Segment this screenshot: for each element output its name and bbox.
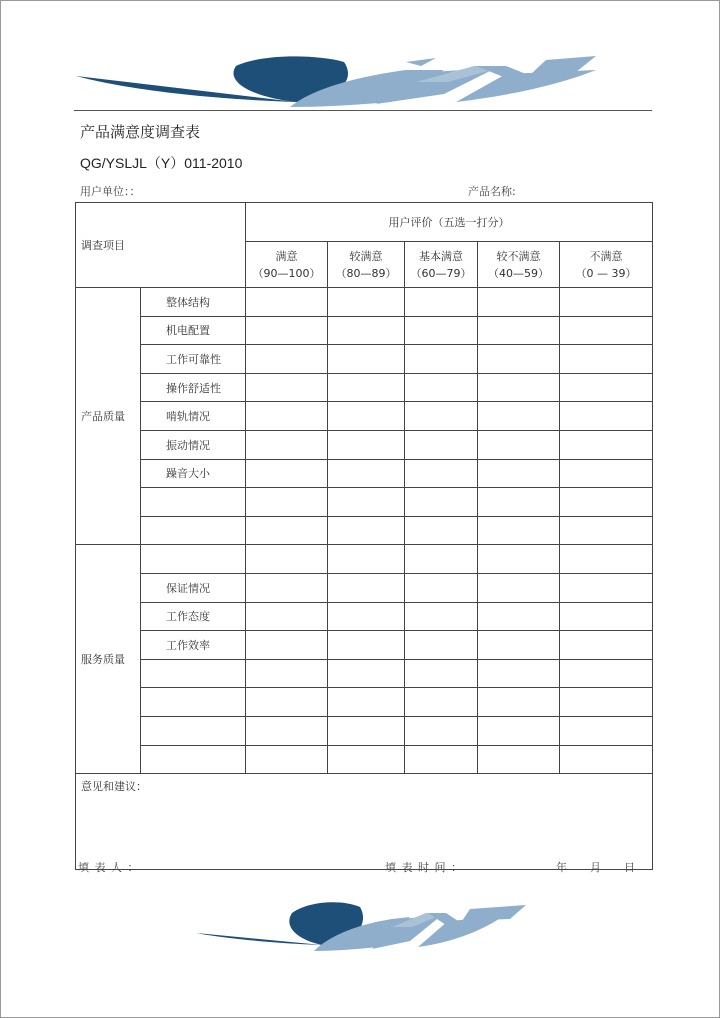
survey-item-label [141,659,246,688]
rating-cell[interactable] [328,345,405,374]
rating-cell[interactable] [560,316,653,345]
rating-label: 满意 [275,249,298,263]
rating-label: 较不满意 [496,249,541,263]
rating-header [405,242,478,288]
rating-cell[interactable] [405,345,478,374]
rating-cell[interactable] [560,430,653,459]
rating-cell[interactable] [405,631,478,660]
table-row [76,516,653,545]
rating-cell[interactable] [560,573,653,602]
rating-cell[interactable] [478,345,560,374]
rating-range: （60—79） [410,266,472,280]
rating-cell[interactable] [405,545,478,574]
rating-cell[interactable] [328,402,405,431]
rating-label: 较满意 [349,249,383,263]
product-name-label: 产品名称: [468,185,516,198]
table-row [76,688,653,717]
rating-header [478,242,560,288]
rating-cell[interactable] [246,545,328,574]
month-label: 月 [590,861,601,874]
rating-cell[interactable] [246,716,328,745]
fill-time-label: 填 表 时 间 ： [385,861,463,874]
rating-cell[interactable] [405,573,478,602]
rating-cell[interactable] [246,488,328,517]
rating-range: （90—100） [252,266,321,280]
rating-range: （80—89） [335,266,397,280]
rating-cell[interactable] [560,402,653,431]
table-row [76,745,653,774]
rating-cell[interactable] [328,716,405,745]
survey-item-label [141,745,246,774]
table-row [76,459,653,488]
table-row [76,631,653,660]
rating-cell[interactable] [328,288,405,317]
rating-cell[interactable] [560,459,653,488]
rating-cell[interactable] [478,573,560,602]
rating-cell[interactable] [478,602,560,631]
rating-cell[interactable] [478,459,560,488]
survey-item-label: 振动情况 [141,430,246,459]
table-row [76,316,653,345]
rating-cell[interactable] [405,459,478,488]
rating-cell[interactable] [405,288,478,317]
table-row [76,545,653,574]
survey-item-label [141,716,246,745]
rating-cell[interactable] [478,402,560,431]
evaluation-header: 用户评价（五选一打分） [246,203,653,242]
rating-cell[interactable] [328,573,405,602]
survey-item-header: 调查项目 [76,203,246,288]
user-unit-label: 用户单位：： [80,185,141,198]
rating-cell[interactable] [246,688,328,717]
rating-cell[interactable] [405,373,478,402]
rating-cell[interactable] [405,430,478,459]
survey-item-label: 操作舒适性 [141,373,246,402]
rating-cell[interactable] [246,631,328,660]
rating-cell[interactable] [328,488,405,517]
rating-cell[interactable] [560,288,653,317]
survey-item-label [141,488,246,517]
table-row [76,573,653,602]
category-product-quality: 产品质量 [76,288,141,545]
satisfaction-survey-table [75,202,653,870]
table-row [76,430,653,459]
rating-cell[interactable] [246,516,328,545]
rating-cell[interactable] [328,631,405,660]
table-row [76,659,653,688]
rating-cell[interactable] [405,516,478,545]
rating-cell[interactable] [560,345,653,374]
rating-cell[interactable] [560,602,653,631]
rating-cell[interactable] [246,345,328,374]
rating-cell[interactable] [405,488,478,517]
survey-item-label: 啃轨情况 [141,402,246,431]
rating-cell[interactable] [478,488,560,517]
rating-cell[interactable] [405,716,478,745]
rating-header [246,242,328,288]
category-service-quality: 服务质量 [76,545,141,774]
day-label: 日 [624,861,635,874]
document-title: 产品满意度调查表 [80,123,201,141]
rating-cell[interactable] [478,545,560,574]
rating-cell[interactable] [246,316,328,345]
rating-cell[interactable] [405,659,478,688]
rating-cell[interactable] [478,659,560,688]
survey-item-label: 工作态度 [141,602,246,631]
rating-cell[interactable] [328,516,405,545]
rating-label: 不满意 [589,249,623,263]
survey-item-label: 工作可靠性 [141,345,246,374]
company-logo-bottom [196,897,528,953]
rating-label: 基本满意 [419,249,463,263]
rating-cell[interactable] [560,631,653,660]
table-row [76,716,653,745]
filler-label: 填 表 人 ： [78,861,140,874]
rating-cell[interactable] [478,688,560,717]
table-row [76,288,653,317]
table-row [76,345,653,374]
rating-cell[interactable] [328,688,405,717]
table-row [76,488,653,517]
rating-cell[interactable] [246,459,328,488]
rating-cell[interactable] [478,288,560,317]
rating-cell[interactable] [478,631,560,660]
rating-cell[interactable] [560,373,653,402]
table-row [76,402,653,431]
rating-cell[interactable] [246,373,328,402]
rating-cell[interactable] [478,373,560,402]
rating-cell[interactable] [560,488,653,517]
rating-cell[interactable] [560,688,653,717]
document-code: QG/YSLJL（Y）011-2010 [80,155,243,171]
rating-cell[interactable] [560,545,653,574]
rating-cell[interactable] [328,659,405,688]
rating-cell[interactable] [328,602,405,631]
rating-cell[interactable] [328,459,405,488]
rating-cell[interactable] [405,688,478,717]
header-rule [74,110,652,111]
rating-cell[interactable] [246,430,328,459]
comments-label: 意见和建议： [81,780,147,794]
rating-cell[interactable] [560,516,653,545]
rating-cell[interactable] [478,316,560,345]
rating-cell[interactable] [405,602,478,631]
survey-item-label [141,688,246,717]
rating-cell[interactable] [560,659,653,688]
rating-cell[interactable] [246,402,328,431]
rating-cell[interactable] [478,516,560,545]
survey-item-label [141,545,246,574]
year-label: 年 [556,861,567,874]
comments-field[interactable] [76,774,653,870]
rating-cell[interactable] [328,745,405,774]
survey-item-label: 躁音大小 [141,459,246,488]
rating-cell[interactable] [328,316,405,345]
rating-cell[interactable] [560,716,653,745]
rating-cell[interactable] [478,745,560,774]
rating-range: （0 — 39） [575,266,637,280]
rating-cell[interactable] [560,745,653,774]
rating-header [328,242,405,288]
rating-cell[interactable] [246,288,328,317]
survey-item-label: 整体结构 [141,288,246,317]
rating-cell[interactable] [328,545,405,574]
rating-cell[interactable] [246,745,328,774]
rating-cell[interactable] [328,373,405,402]
table-row [76,602,653,631]
rating-cell[interactable] [246,659,328,688]
rating-cell[interactable] [405,745,478,774]
rating-cell[interactable] [246,573,328,602]
rating-cell[interactable] [478,430,560,459]
survey-item-label: 工作效率 [141,631,246,660]
rating-cell[interactable] [405,402,478,431]
rating-range: （40—59） [488,266,549,280]
survey-item-label [141,516,246,545]
company-logo-top [76,52,652,110]
survey-item-label: 保证情况 [141,573,246,602]
rating-cell[interactable] [328,430,405,459]
rating-cell[interactable] [478,716,560,745]
rating-header [560,242,653,288]
table-row [76,373,653,402]
rating-cell[interactable] [246,602,328,631]
survey-item-label: 机电配置 [141,316,246,345]
rating-cell[interactable] [405,316,478,345]
